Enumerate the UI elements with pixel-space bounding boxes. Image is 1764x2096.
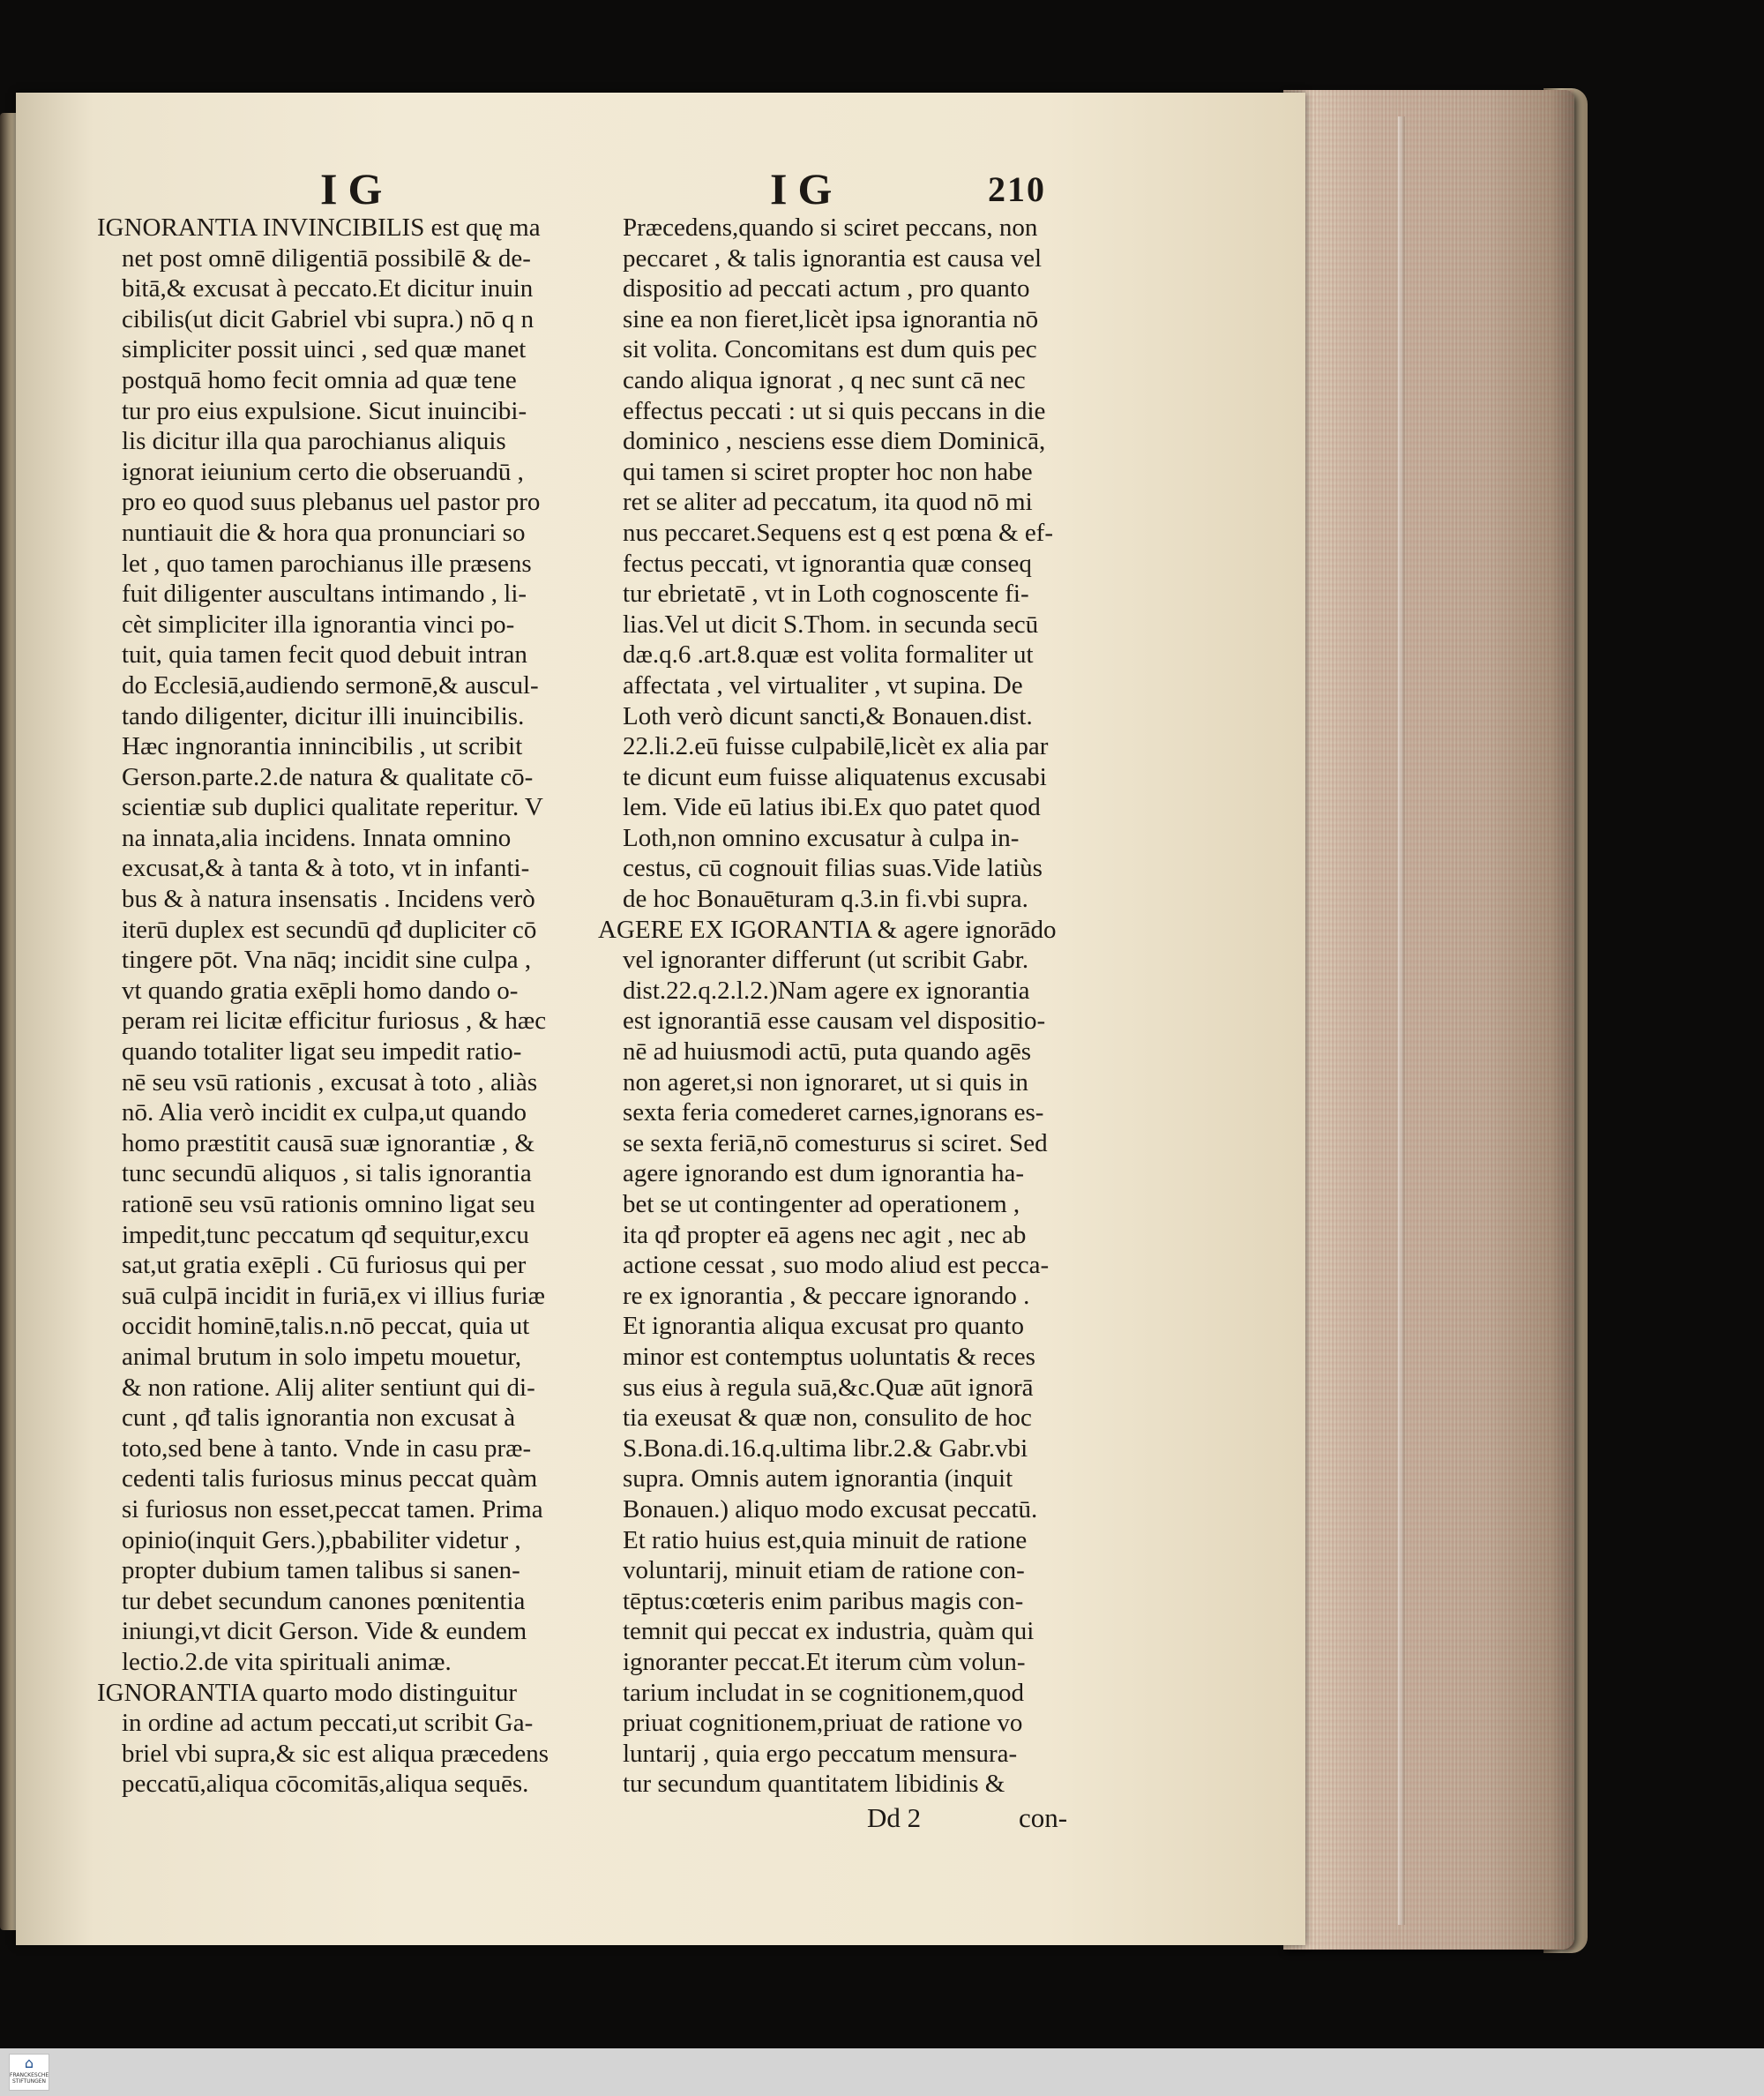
- text-line: lem. Vide eū latius ibi.Ex quo patet quod: [623, 793, 1041, 822]
- left-text-column: [97, 213, 591, 1800]
- text-line: tēptus:cœteris enim paribus magis con-: [623, 1586, 1024, 1615]
- text-line: excusat,& à tanta & à toto, vt in infanti-: [122, 854, 530, 883]
- text-line: sat,ut gratia exēpli . Cū furiosus qui per: [122, 1251, 527, 1280]
- running-head-left: IG: [320, 164, 393, 213]
- text-line: sus eius à regula suā,&c.Quæ aūt ignorā: [623, 1373, 1034, 1402]
- text-line: in ordine ad actum peccati,ut scribit Ga-: [122, 1709, 534, 1738]
- text-line: iniungi,vt dicit Gerson. Vide & eundem: [122, 1617, 527, 1646]
- text-line: ita qđ propter eā agens nec agit , nec ab: [623, 1220, 1027, 1249]
- library-seal-icon: ⌂: [24, 2055, 34, 2071]
- text-line: de hoc Bonauēturam q.3.in fi.vbi supra.: [623, 885, 1028, 914]
- text-line: net post omnē diligentiā possibilē & de-: [122, 243, 531, 273]
- text-line: tingere pōt. Vna nāq; incidit sine culpa ,: [122, 946, 532, 975]
- sprinkled-edge: [1283, 90, 1574, 1950]
- signature-mark: Dd 2: [867, 1802, 922, 1833]
- text-line: postquā homo fecit omnia ad quæ tene: [122, 365, 517, 394]
- text-line: cestus, cū cognouit filias suas.Vide latiùs: [623, 854, 1043, 883]
- text-line: nē seu vsū rationis , excusat à toto , aliàs: [122, 1067, 538, 1097]
- text-line: luntarij , quia ergo peccatum mensura-: [623, 1739, 1018, 1768]
- text-line: tarium includat in se cognitionem,quod: [623, 1678, 1025, 1707]
- text-line: est ignorantiā esse causam vel dispositio-: [623, 1007, 1046, 1036]
- text-line: Hæc ingnorantia innincibilis , ut scribit: [122, 732, 523, 761]
- text-line: qui tamen si sciret propter hoc non habe: [623, 457, 1033, 486]
- text-line: peccatū,aliqua cōcomitās,aliqua sequēs.: [122, 1770, 529, 1799]
- text-line: dist.22.q.2.l.2.)Nam agere ex ignorantia: [623, 976, 1030, 1005]
- text-line: AGERE EX IGORANTIA & agere ignorādo: [598, 915, 1057, 944]
- text-line: Loth verò dicunt sancti,& Bonauen.dist.: [623, 701, 1033, 730]
- page-edges: [1283, 90, 1574, 1950]
- book-page: [16, 93, 1305, 1945]
- text-line: tunc secundū aliquos , si talis ignorantia: [122, 1159, 532, 1188]
- text-line: priuat cognitionem,priuat de ratione vo: [623, 1709, 1023, 1738]
- text-line: propter dubium tamen talibus si sanen-: [122, 1556, 520, 1585]
- text-line: peccaret , & talis ignorantia est causa vel: [623, 243, 1043, 273]
- text-line: agere ignorando est dum ignorantia ha-: [623, 1159, 1024, 1188]
- text-line: suā culpā incidit in furiā,ex vi illius furiæ: [122, 1281, 546, 1310]
- text-line: impedit,tunc peccatum qđ sequitur,excu: [122, 1220, 529, 1249]
- text-line: cèt simpliciter illa ignorantia vinci po-: [122, 610, 515, 639]
- running-head-right: IG: [770, 164, 843, 213]
- text-line: IGNORANTIA quarto modo distinguitur: [97, 1678, 518, 1707]
- text-line: sine ea non fieret,licèt ipsa ignorantia nō: [623, 304, 1039, 333]
- text-line: Bonauen.) aliquo modo excusat peccatū.: [623, 1494, 1038, 1523]
- edge-gutter: [1398, 116, 1405, 1925]
- text-line: bitā,& excusat à peccato.Et dicitur inuin: [122, 274, 534, 303]
- text-line: ignoranter peccat.Et iterum cùm volun-: [623, 1647, 1026, 1676]
- text-line: 22.li.2.eū fuisse culpabilē,licèt ex alia par: [623, 732, 1049, 761]
- text-line: let , quo tamen parochianus ille præsens: [122, 549, 532, 578]
- text-line: effectus peccati : ut si quis peccans in die: [623, 396, 1046, 425]
- text-line: lectio.2.de vita spirituali animæ.: [122, 1647, 452, 1676]
- catchword: con-: [1019, 1802, 1068, 1833]
- text-line: re ex ignorantia , & peccare ignorando .: [623, 1281, 1030, 1310]
- text-line: scientiæ sub duplici qualitate reperitur. V: [122, 793, 543, 822]
- text-line: Gerson.parte.2.de natura & qualitate cō-: [122, 762, 534, 791]
- text-line: tur ebrietatē , vt in Loth cognoscente fi-: [623, 580, 1029, 609]
- text-line: supra. Omnis autem ignorantia (inquit: [623, 1464, 1013, 1493]
- text-line: occidit hominē,talis.n.nō peccat, quia ut: [122, 1312, 530, 1341]
- text-line: ret se aliter ad peccatum, ita quod nō mi: [623, 488, 1033, 517]
- text-line: dominico , nesciens esse diem Dominicā,: [623, 427, 1046, 456]
- text-line: nus peccaret.Sequens est q est pœna & ef-: [623, 518, 1054, 547]
- text-line: na innata,alia incidens. Innata omnino: [122, 823, 512, 852]
- text-line: affectata , vel virtualiter , vt supina. De: [623, 670, 1023, 700]
- text-line: briel vbi supra,& sic est aliqua præcedens: [122, 1739, 549, 1768]
- text-line: temnit qui peccat ex industria, quàm qui: [623, 1617, 1035, 1646]
- text-line: lis dicitur illa qua parochianus aliquis: [122, 427, 506, 456]
- text-line: tia exeusat & quæ non, consulito de hoc: [623, 1404, 1032, 1433]
- text-line: iterū duplex est secundū qđ dupliciter cō: [122, 915, 537, 944]
- text-line: lias.Vel ut dicit S.Thom. in secunda secū: [623, 610, 1039, 639]
- text-line: tur secundum quantitatem libidinis &: [623, 1770, 1005, 1799]
- text-line: nō. Alia verò incidit ex culpa,ut quando: [122, 1098, 527, 1127]
- text-line: do Ecclesiā,audiendo sermonē,& auscul-: [122, 670, 539, 700]
- text-line: & non ratione. Alij aliter sentiunt qui di-: [122, 1373, 535, 1402]
- text-line: peram rei licitæ efficitur furiosus , & hæc: [122, 1007, 547, 1036]
- text-line: simpliciter possit uinci , sed quæ manet: [122, 335, 527, 364]
- text-line: tur debet secundum canones pœnitentia: [122, 1586, 526, 1615]
- library-logo: [9, 2054, 49, 2091]
- text-line: bus & à natura insensatis . Incidens verò: [122, 885, 535, 914]
- text-line: dæ.q.6 .art.8.quæ est volita formaliter ut: [623, 640, 1034, 670]
- text-line: sexta feria comederet carnes,ignorans es-: [623, 1098, 1044, 1127]
- text-line: IGNORANTIA INVINCIBILIS est quę ma: [97, 213, 541, 242]
- text-line: Et ratio huius est,quia minuit de ratione: [623, 1525, 1028, 1554]
- text-line: non ageret,si non ignoraret, ut si quis in: [623, 1067, 1028, 1097]
- text-line: te dicunt eum fuisse aliquatenus excusabi: [623, 762, 1047, 791]
- text-line: tuit, quia tamen fecit quod debuit intran: [122, 640, 527, 670]
- text-line: opinio(inquit Gers.),pbabiliter videtur ,: [122, 1525, 521, 1554]
- page-number: 210: [988, 169, 1046, 209]
- text-line: homo præstitit causā suæ ignorantiæ , &: [122, 1128, 535, 1157]
- text-line: tando diligenter, dicitur illi inuincibilis.: [122, 701, 525, 730]
- text-line: animal brutum in solo impetu mouetur,: [122, 1342, 522, 1371]
- text-line: vel ignoranter differunt (ut scribit Gabr.: [623, 946, 1029, 975]
- text-line: cedenti talis furiosus minus peccat quàm: [122, 1464, 538, 1493]
- text-line: ignorat ieiunium certo die obseruandū ,: [122, 457, 524, 486]
- text-line: quando totaliter ligat seu impedit ratio-: [122, 1037, 522, 1067]
- text-line: cunt , qđ talis ignorantia non excusat à: [122, 1404, 516, 1433]
- text-line: S.Bona.di.16.q.ultima libr.2.& Gabr.vbi: [623, 1434, 1028, 1463]
- text-line: pro eo quod suus plebanus uel pastor pro: [122, 488, 541, 517]
- text-line: minor est contemptus uoluntatis & reces: [623, 1342, 1035, 1371]
- text-line: Et ignorantia aliqua excusat pro quanto: [623, 1312, 1024, 1341]
- text-line: bet se ut contingenter ad operationem ,: [623, 1190, 1020, 1218]
- text-line: toto,sed bene à tanto. Vnde in casu præ-: [122, 1434, 532, 1463]
- text-line: rationē seu vsū rationis omnino ligat seu: [122, 1190, 535, 1218]
- text-line: dispositio ad peccati actum , pro quanto: [623, 274, 1030, 303]
- text-line: nē ad huiusmodi actū, puta quando agēs: [623, 1037, 1032, 1067]
- text-line: actione cessat , suo modo aliud est pecca-: [623, 1251, 1050, 1280]
- text-line: fuit diligenter auscultans intimando , li-: [122, 580, 527, 609]
- text-line: voluntarij, minuit etiam de ratione con-: [623, 1556, 1025, 1585]
- library-logo-text: FRANCKESCHE STIFTUNGEN: [10, 2072, 49, 2085]
- text-line: si furiosus non esset,peccat tamen. Prima: [122, 1494, 543, 1523]
- text-line: Loth,non omnino excusatur à culpa in-: [623, 823, 1020, 852]
- text-line: Præcedens,quando si sciret peccans, non: [623, 213, 1038, 242]
- right-text-column: [598, 213, 1145, 1800]
- text-line: vt quando gratia exēpli homo dando o-: [122, 976, 519, 1005]
- text-line: cando aliqua ignorat , q nec sunt cā nec: [623, 365, 1026, 394]
- text-line: cibilis(ut dicit Gabriel vbi supra.) nō q n: [122, 304, 534, 333]
- text-line: fectus peccati, vt ignorantia quæ conseq: [623, 549, 1032, 578]
- text-line: sit volita. Concomitans est dum quis pec: [623, 335, 1037, 364]
- text-line: tur pro eius expulsione. Sicut inuincibi-: [122, 396, 527, 425]
- text-line: nuntiauit die & hora qua pronunciari so: [122, 518, 526, 547]
- text-line: se sexta feriā,nō comesturus si sciret. Sed: [623, 1128, 1048, 1157]
- viewer-bottom-strip: [0, 2048, 1764, 2096]
